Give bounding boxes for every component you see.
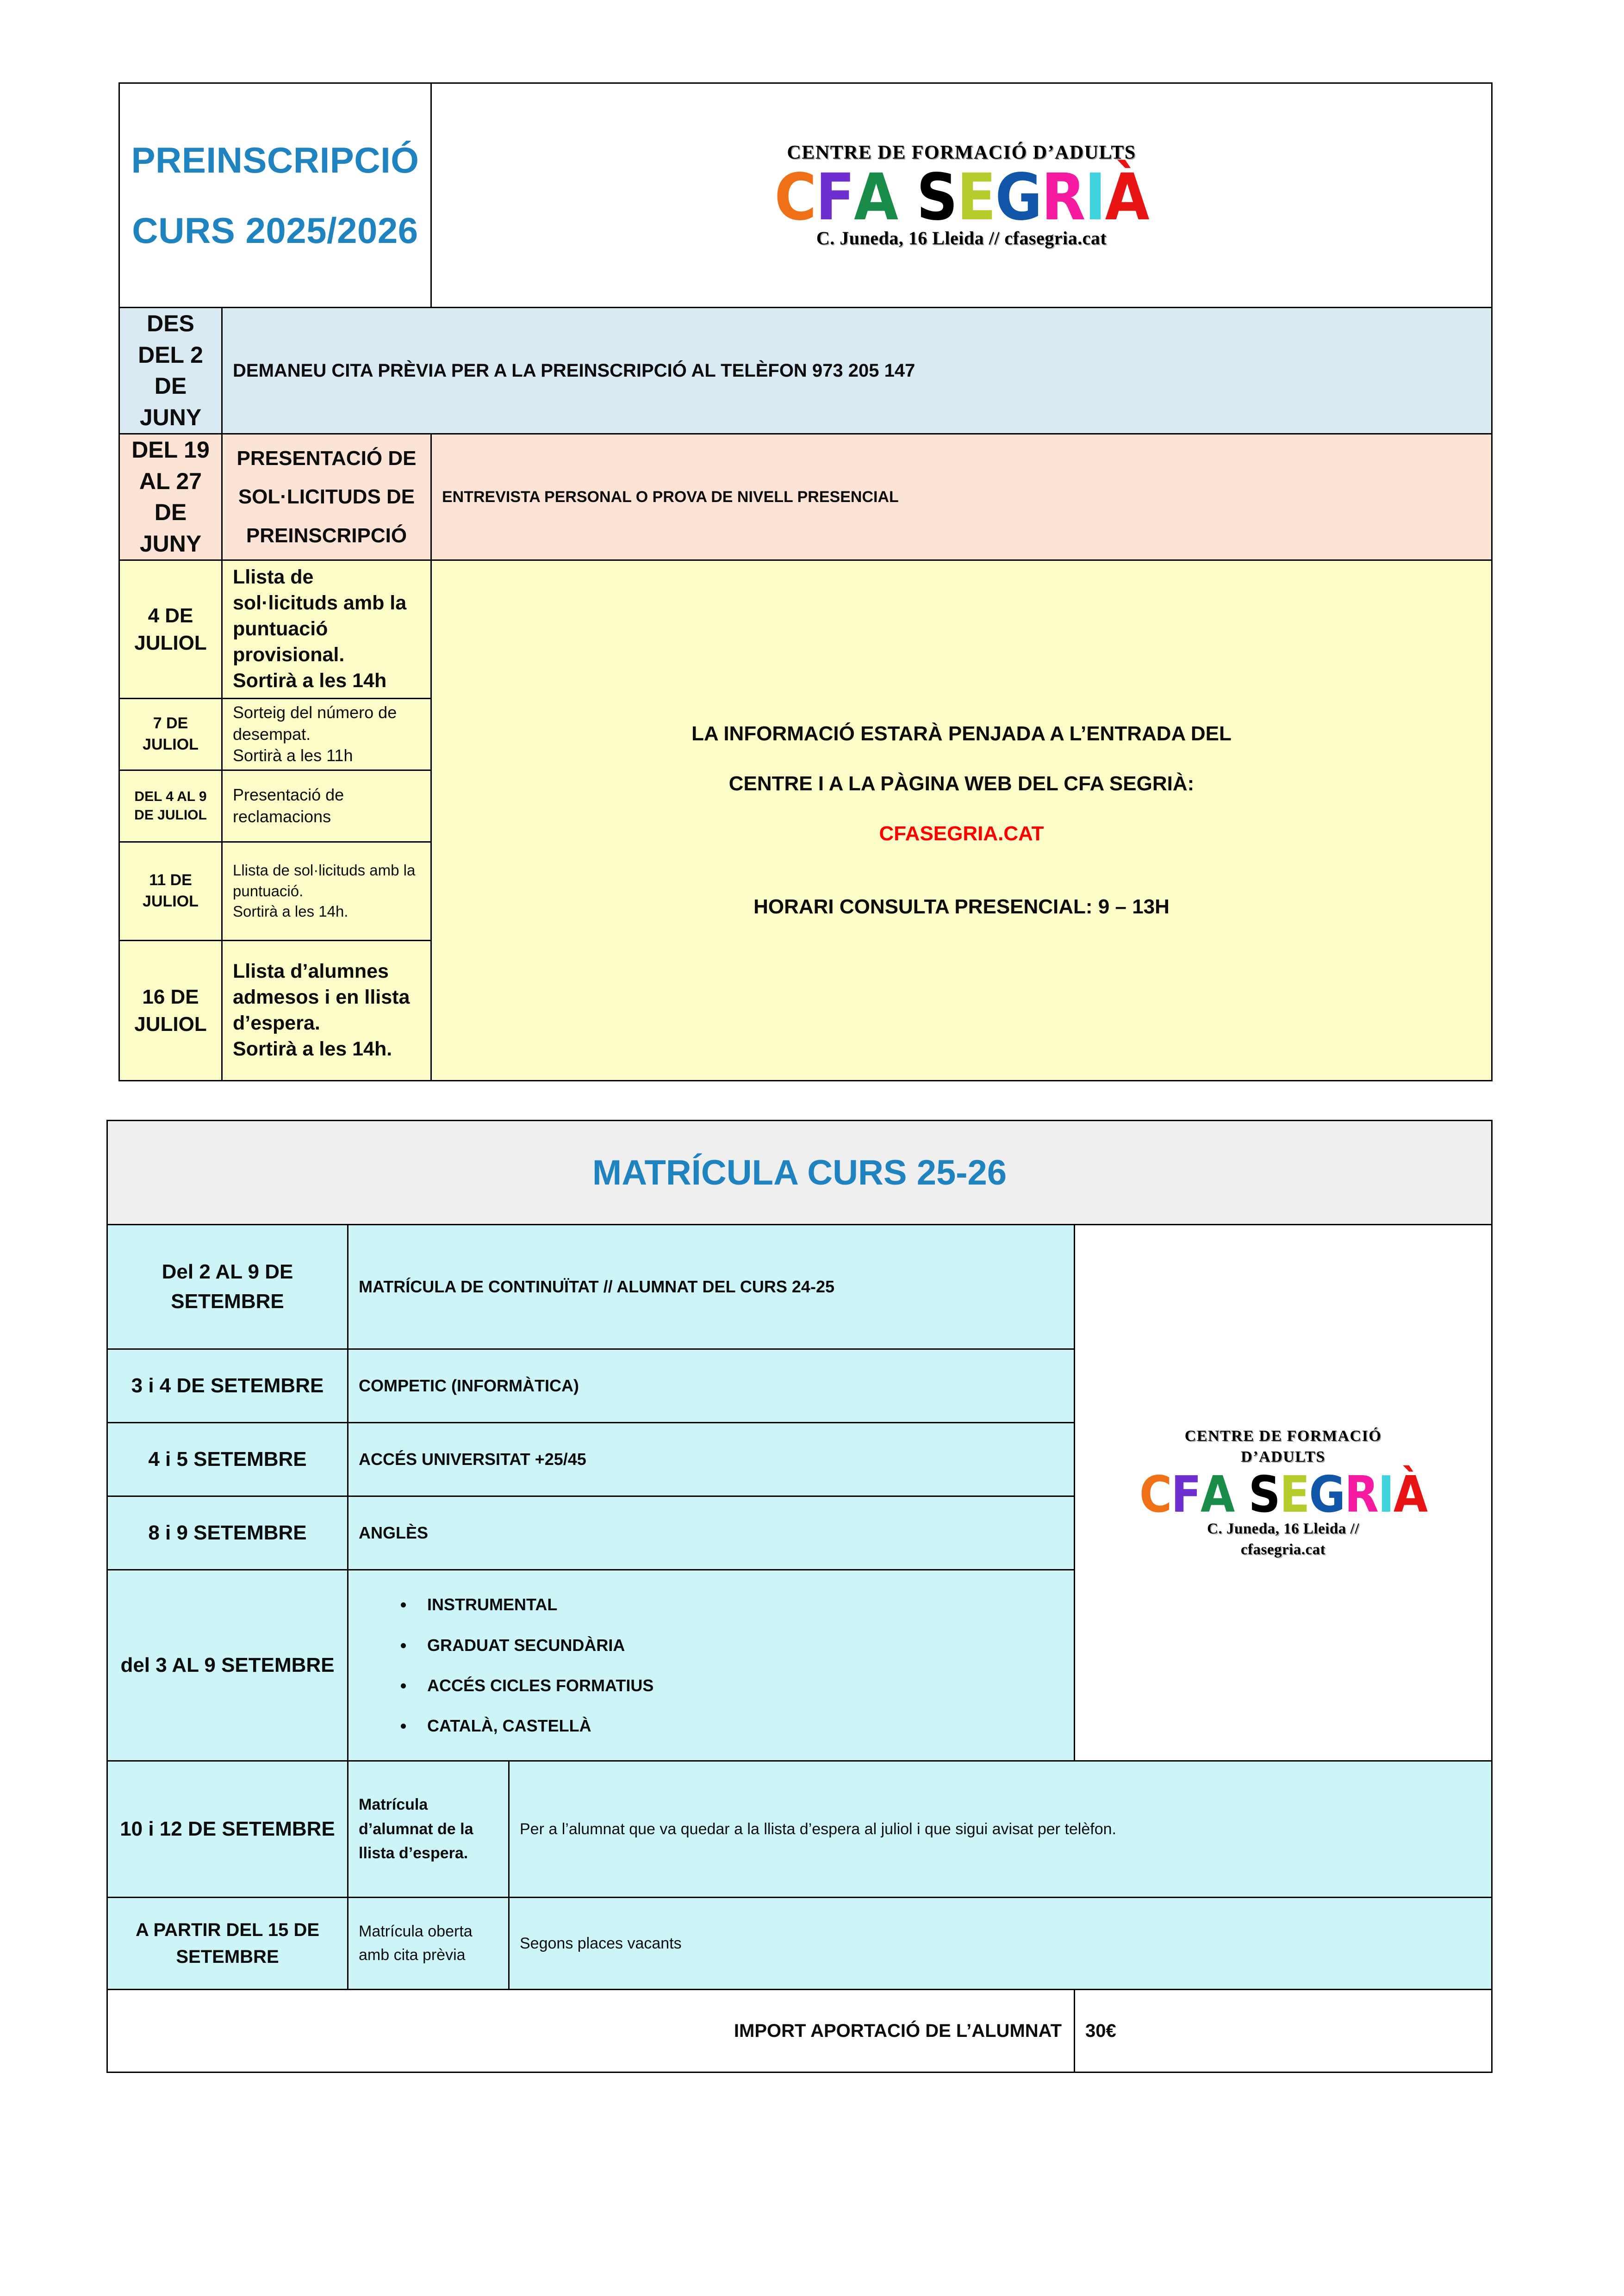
preinscripcio-table [118, 82, 1493, 1081]
cfa-segria-logo [442, 143, 1481, 248]
page-title-cell [119, 83, 431, 308]
row-date: del 3 AL 9 SETEMBRE [107, 1570, 348, 1761]
logo-letter-A: A [1200, 1465, 1234, 1524]
info-web[interactable]: CFASEGRIA.CAT [879, 822, 1044, 845]
row-detail: Per a l’alumnat que va quedar a la llista d’espera al juliol i que sigui avisat per telèfon. [509, 1761, 1492, 1898]
logo-address-line2: cfasegria.cat [1240, 1541, 1326, 1558]
row-detail: Segons places vacants [509, 1898, 1492, 1990]
logo-letter-I: I [1378, 1465, 1394, 1524]
row-date: DEL 19 AL 27 DE JUNY [119, 434, 222, 560]
logo-letter-À: À [1105, 160, 1149, 235]
table-row [119, 308, 1492, 434]
row-detail: ENTREVISTA PERSONAL O PROVA DE NIVELL PRESENCIAL [431, 434, 1492, 560]
row-detail: Presentació de reclamacions [222, 770, 431, 842]
row-detail: Llista d’alumnes admesos i en llista d’espera. Sortirà a les 14h. [222, 941, 431, 1081]
logo-wordmark [1085, 1465, 1481, 1524]
logo-letter-G: G [995, 160, 1042, 235]
row-detail: ANGLÈS [348, 1496, 1075, 1570]
logo-caption: CENTRE DE FORMACIÓ D’ADULTS [787, 142, 1136, 163]
list-item: • ACCÉS CICLES FORMATIUS [414, 1676, 1064, 1695]
logo-wordmark [442, 160, 1481, 235]
row-date: DES DEL 2 DE JUNY [119, 308, 222, 434]
row-date: 16 DE JULIOL [119, 941, 222, 1081]
row-date: Del 2 AL 9 DE SETEMBRE [107, 1225, 348, 1349]
row-detail: Llista de sol·licituds amb la puntuació. Sortirà a les 14h. [222, 842, 431, 941]
logo-letter-A: A [854, 160, 898, 235]
logo-letter-space [897, 166, 916, 230]
table2-title-row [107, 1121, 1492, 1225]
list-item: • GRADUAT SECUNDÀRIA [414, 1636, 1064, 1655]
import-value: 30€ [1075, 1990, 1492, 2073]
table-row [107, 1898, 1492, 1990]
logo-letter-S: S [916, 160, 957, 235]
logo-letter-E: E [1279, 1465, 1309, 1524]
row-detail: MATRÍCULA DE CONTINUÏTAT // ALUMNAT DEL CURS 24-25 [348, 1225, 1075, 1349]
logo-letter-À: À [1393, 1465, 1427, 1524]
page-title-line1: PREINSCRIPCIÓ [131, 139, 419, 180]
logo-letter-S: S [1248, 1465, 1280, 1524]
row-detail-bullets [348, 1570, 1075, 1761]
logo-caption-line1: CENTRE DE FORMACIÓ [1184, 1427, 1382, 1445]
page-title-line2: CURS 2025/2026 [132, 210, 418, 251]
list-item: • INSTRUMENTAL [414, 1595, 1064, 1614]
logo-cell-bottom [1075, 1225, 1492, 1761]
row-date: 10 i 12 DE SETEMBRE [107, 1761, 348, 1898]
course-list [359, 1595, 1064, 1736]
info-schedule: HORARI CONSULTA PRESENCIAL: 9 – 13H [753, 895, 1170, 918]
logo-letter-space [1234, 1470, 1248, 1520]
info-line1: LA INFORMACIÓ ESTARÀ PENJADA A L’ENTRADA DEL [691, 722, 1232, 745]
row-detail: ACCÉS UNIVERSITAT +25/45 [348, 1423, 1075, 1496]
logo-caption-line2: D’ADULTS [1241, 1448, 1325, 1466]
row-middle: PRESENTACIÓ DE SOL·LICITUDS DE PREINSCRIPCIÓ [222, 434, 431, 560]
row-date: 4 DE JULIOL [119, 560, 222, 699]
logo-letter-I: I [1084, 160, 1105, 235]
logo-letter-G: G [1309, 1465, 1345, 1524]
logo-address: C. Juneda, 16 Lleida // cfasegria.cat [816, 228, 1107, 248]
info-panel [431, 560, 1492, 1081]
cfa-segria-logo [1085, 1426, 1481, 1560]
row-date: 4 i 5 SETEMBRE [107, 1423, 348, 1496]
list-item: • CATALÀ, CASTELLÀ [414, 1716, 1064, 1735]
row-middle: Matrícula d’alumnat de la llista d’espera. [348, 1761, 509, 1898]
matricula-table [106, 1120, 1493, 2073]
row-detail: Sorteig del número de desempat. Sortirà a les 11h [222, 699, 431, 770]
row-date: 8 i 9 SETEMBRE [107, 1496, 348, 1570]
logo-letter-R: R [1344, 1465, 1378, 1524]
import-label: IMPORT APORTACIÓ DE L’ALUMNAT [107, 1990, 1075, 2073]
row-date: DEL 4 AL 9 DE JULIOL [119, 770, 222, 842]
row-date: A PARTIR DEL 15 DE SETEMBRE [107, 1898, 348, 1990]
row-detail: Llista de sol·licituds amb la puntuació provisional. Sortirà a les 14h [222, 560, 431, 699]
table-row [107, 1761, 1492, 1898]
logo-letter-C: C [1139, 1465, 1171, 1524]
spacer [442, 859, 1481, 882]
table1-header-row [119, 83, 1492, 308]
info-line2: CENTRE I A LA PÀGINA WEB DEL CFA SEGRIÀ: [728, 772, 1195, 795]
logo-address-line1: C. Juneda, 16 Lleida // [1207, 1520, 1359, 1538]
row-date: 3 i 4 DE SETEMBRE [107, 1349, 348, 1423]
logo-letter-F: F [1171, 1465, 1201, 1524]
logo-letter-F: F [815, 160, 854, 235]
row-detail: COMPETIC (INFORMÀTICA) [348, 1349, 1075, 1423]
table-row [107, 1225, 1492, 1349]
table-row [119, 434, 1492, 560]
matricula-title: MATRÍCULA CURS 25-26 [107, 1121, 1492, 1225]
table-footer-row [107, 1990, 1492, 2073]
logo-letter-E: E [957, 160, 996, 235]
logo-cell-top [431, 83, 1492, 308]
row-middle: Matrícula oberta amb cita prèvia [348, 1898, 509, 1990]
row-date: 11 DE JULIOL [119, 842, 222, 941]
table-row [119, 560, 1492, 699]
row-date: 7 DE JULIOL [119, 699, 222, 770]
row-detail: DEMANEU CITA PRÈVIA PER A LA PREINSCRIPCIÓ AL TELÈFON 973 205 147 [222, 308, 1492, 434]
logo-letter-C: C [774, 160, 816, 235]
logo-letter-R: R [1041, 160, 1085, 235]
